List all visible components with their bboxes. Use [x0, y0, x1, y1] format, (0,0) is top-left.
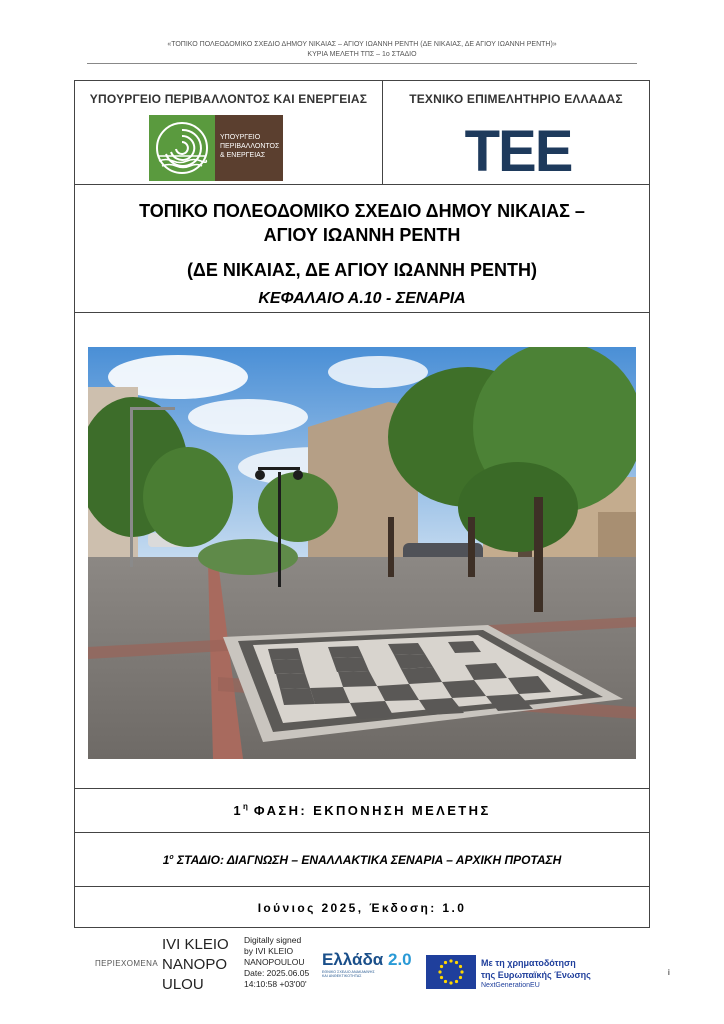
eu-flag-icon — [426, 955, 476, 989]
date-row — [75, 887, 649, 929]
ministry-logo-text: ΥΠΟΥΡΓΕΙΟ ΠΕΡΙΒΑΛΛΟΝΤΟΣ & ΕΝΕΡΓΕΙΑΣ — [215, 115, 283, 181]
page-number: i — [668, 968, 670, 977]
toc-link[interactable]: ΠΕΡΙΕΧΟΜΕΝΑ — [95, 959, 159, 968]
date-version: Ιούνιος 2025, Έκδοση: 1.0 — [257, 901, 467, 915]
title-block — [75, 185, 649, 313]
document-title: ΤΟΠΙΚΟ ΠΟΛΕΟΔΟΜΙΚΟ ΣΧΕΔΙΟ ΔΗΜΟΥ ΝΙΚΑΙΑΣ – ΑΓΙΟΥ ΙΩΑΝΝΗ ΡΕΝΤΗ — [139, 201, 585, 245]
logos-row — [75, 81, 649, 185]
tee-name: ΤΕΧΝΙΚΟ ΕΠΙΜΕΛΗΤΗΡΙΟ ΕΛΛΑΔΑΣ — [409, 92, 623, 106]
ministry-logo — [149, 115, 283, 181]
stage-heading: $1^o$ ΣΤΑΔΙΟ: ΔΙΑΓΝΩΣΗ – ΕΝΑΛΛΑΚΤΙΚΑ ΣΕΝΑΡΙΑ – ΑΡΧΙΚΗ ΠΡΟΤΑΣΗ — [162, 853, 562, 867]
stage-row — [75, 833, 649, 887]
tee-cell — [383, 81, 649, 184]
header-rule — [87, 63, 637, 64]
chapter-title: ΚΕΦΑΛΑΙΟ Α.10 - ΣΕΝΑΡΙΑ — [258, 290, 466, 307]
photo-row — [75, 313, 649, 789]
running-header-line2: ΚΥΡΙΑ ΜΕΛΕΤΗ ΤΠΣ – 1ο ΣΤΑΔΙΟ — [307, 51, 417, 58]
phase-row — [75, 789, 649, 833]
ministry-emblem-icon — [149, 115, 215, 181]
eu-funding-text: Με τη χρηματοδότηση της Ευρωπαϊκής Ένωσης — [481, 958, 591, 980]
ministry-name: ΥΠΟΥΡΓΕΙΟ ΠΕΡΙΒΑΛΛΟΝΤΟΣ ΚΑΙ ΕΝΕΡΓΕΙΑΣ — [89, 92, 368, 106]
square-chessboard-photo — [88, 347, 636, 759]
tee-logo — [453, 123, 583, 177]
document-subtitle: (ΔΕ ΝΙΚΑΙΑΣ, ΔΕ ΑΓΙΟΥ ΙΩΑΝΝΗ ΡΕΝΤΗ) — [186, 260, 538, 280]
cover-frame — [74, 80, 650, 928]
digital-signature-details: Digitally signed by IVI KLEIO NANOPOULOU Date: 2025.06.05 14:10:58 +03'00' — [244, 935, 310, 989]
phase-heading: $1^\eta$ ΦΑΣΗ: ΕΚΠΟΝΗΣΗ ΜΕΛΕΤΗΣ — [233, 802, 491, 818]
cover-photo — [88, 347, 636, 759]
next-generation-eu: NextGenerationEU — [481, 982, 540, 989]
running-header-line1: «ΤΟΠΙΚΟ ΠΟΛΕΟΔΟΜΙΚΟ ΣΧΕΔΙΟ ΔΗΜΟΥ ΝΙΚΑΙΑΣ – ΑΓΙΟΥ ΙΩΑΝΝΗ ΡΕΝΤΗ (ΔΕ ΝΙΚΑΙΑΣ, ΔΕ ΑΓΙΟΥ ΙΩΑΝΝΗ ΡΕΝΤΗ)» — [167, 41, 557, 48]
ministry-cell — [75, 81, 383, 184]
signer-name: IVI KLEIO NANOPO ULOU — [162, 936, 229, 993]
page-footer — [0, 930, 724, 1024]
svg-text:TEE: TEE — [464, 123, 572, 177]
greece-2-0-logo: Ελλάδα 2.0 ΕΘΝΙΚΟ ΣΧΕΔΙΟ ΑΝΑΚΑΜΨΗΣ ΚΑΙ ΑΝΘΕΚΤΙΚΟΤΗΤΑΣ — [322, 950, 412, 978]
running-header — [0, 40, 724, 60]
